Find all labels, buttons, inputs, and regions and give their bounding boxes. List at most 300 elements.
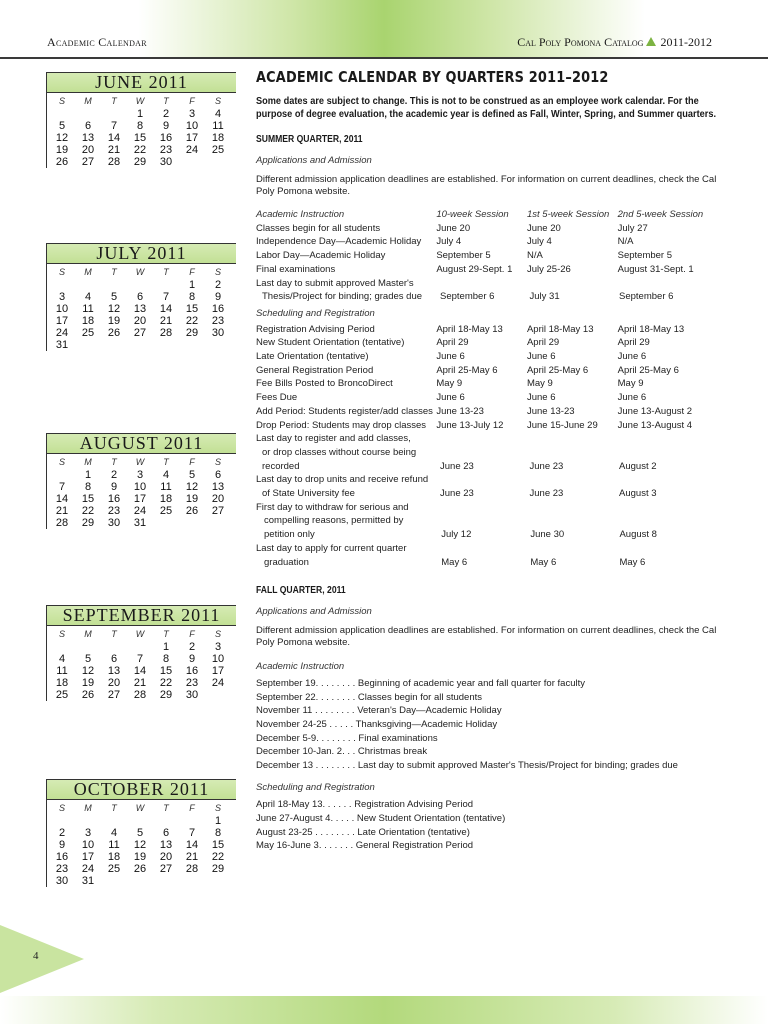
weekday-label: T bbox=[163, 629, 169, 639]
calendar-day bbox=[127, 339, 153, 351]
row-date: August 31-Sept. 1 bbox=[617, 263, 694, 275]
calendar-grid bbox=[47, 93, 236, 168]
calendar-day bbox=[127, 279, 153, 291]
row-date bbox=[436, 501, 527, 515]
table-row bbox=[256, 542, 726, 556]
table-row bbox=[256, 336, 726, 350]
calendar-day: 11 bbox=[160, 481, 172, 493]
calendar-day: 24 bbox=[81, 863, 95, 875]
calendar-day: 1 bbox=[136, 108, 144, 120]
row-date bbox=[527, 501, 618, 515]
row-date bbox=[619, 446, 726, 460]
calendar-5 bbox=[46, 779, 236, 887]
col-header-instruction: Academic Instruction bbox=[256, 209, 345, 220]
calendar-day: 1 bbox=[214, 815, 222, 827]
calendar-day bbox=[127, 641, 153, 653]
calendar-month-title: OCTOBER 2011 bbox=[47, 780, 236, 800]
row-date: May 9 bbox=[617, 378, 644, 390]
weekday-label: W bbox=[135, 267, 145, 277]
weekday-label: T bbox=[111, 267, 117, 277]
weekday-label: T bbox=[163, 803, 169, 813]
row-label: General Registration Period bbox=[256, 364, 374, 376]
calendar-day: 3 bbox=[58, 291, 66, 303]
instruction-rows bbox=[256, 222, 726, 304]
calendar-day: 7 bbox=[110, 120, 118, 132]
calendar-day: 14 bbox=[133, 665, 147, 677]
row-date: September 5 bbox=[617, 250, 673, 262]
table-row bbox=[256, 528, 726, 542]
calendar-day: 28 bbox=[185, 863, 199, 875]
calendar-day: 15 bbox=[133, 132, 147, 144]
row-date bbox=[618, 473, 726, 487]
calendar-day: 5 bbox=[110, 291, 118, 303]
running-head-right bbox=[517, 35, 712, 50]
weekday-label: S bbox=[58, 267, 65, 277]
calendar-day: 15 bbox=[185, 303, 199, 315]
calendar-day: 24 bbox=[133, 505, 147, 517]
row-label: Add Period: Students register/add classes bbox=[256, 405, 433, 417]
row-date: N/A bbox=[617, 236, 634, 248]
calendar-day: 6 bbox=[110, 653, 118, 665]
weekday-label: T bbox=[163, 267, 169, 277]
row-date: April 29 bbox=[617, 337, 650, 349]
row-label: Registration Advising Period bbox=[256, 323, 375, 335]
calendar-day bbox=[179, 815, 205, 827]
calendar-day bbox=[101, 108, 127, 120]
calendar-day: 16 bbox=[185, 665, 199, 677]
list-item: December 5-9. . . . . . . . Final examinations bbox=[256, 732, 438, 744]
calendar-day: 15 bbox=[81, 493, 95, 505]
row-label: Last day to register and add classes, bbox=[256, 433, 411, 445]
calendar-day: 31 bbox=[133, 517, 147, 529]
calendar-day: 6 bbox=[214, 469, 222, 481]
row-date: June 13-23 bbox=[436, 405, 484, 417]
calendar-day: 10 bbox=[133, 481, 147, 493]
weekday-label: M bbox=[84, 803, 92, 813]
row-date: June 6 bbox=[617, 351, 647, 363]
calendar-month-title: AUGUST 2011 bbox=[47, 434, 236, 454]
calendar-day: 22 bbox=[185, 315, 199, 327]
col-header-10-week: 10-week Session bbox=[436, 209, 509, 220]
row-date: July 4 bbox=[436, 236, 462, 248]
row-date: June 23 bbox=[440, 488, 474, 500]
calendar-day: 9 bbox=[110, 481, 118, 493]
calendar-day: 16 bbox=[55, 851, 69, 863]
row-date: May 6 bbox=[441, 556, 468, 568]
calendar-day: 25 bbox=[211, 144, 225, 156]
calendar-day: 22 bbox=[133, 144, 147, 156]
calendar-day: 23 bbox=[211, 315, 225, 327]
calendar-day: 11 bbox=[56, 665, 68, 677]
calendar-day: 31 bbox=[55, 339, 69, 351]
calendar-3 bbox=[46, 433, 236, 529]
calendar-day: 27 bbox=[159, 863, 173, 875]
weekday-label: T bbox=[111, 803, 117, 813]
row-date: June 6 bbox=[436, 351, 465, 363]
calendar-day: 12 bbox=[185, 481, 199, 493]
fall-apps-label: Applications and Admission bbox=[256, 606, 372, 618]
row-date: May 9 bbox=[526, 378, 553, 390]
calendar-day: 26 bbox=[107, 327, 121, 339]
row-label: Drop Period: Students may drop classes bbox=[256, 419, 427, 431]
row-date bbox=[436, 277, 527, 291]
calendar-day: 12 bbox=[107, 303, 121, 315]
page-number: 4 bbox=[33, 950, 39, 962]
calendar-day: 10 bbox=[211, 653, 225, 665]
row-date: June 23 bbox=[529, 488, 564, 500]
weekday-label: W bbox=[135, 629, 145, 639]
calendar-grid bbox=[47, 264, 236, 351]
weekday-label: S bbox=[214, 629, 221, 639]
table-row bbox=[256, 460, 726, 474]
summer-apps-label: Applications and Admission bbox=[256, 155, 372, 166]
calendar-day: 8 bbox=[136, 120, 144, 132]
row-date: April 25-May 6 bbox=[617, 364, 679, 376]
calendar-day: 27 bbox=[107, 689, 121, 701]
row-label: Last day to drop units and receive refund bbox=[256, 474, 429, 486]
table-row bbox=[256, 419, 726, 433]
calendar-day: 2 bbox=[214, 279, 222, 291]
row-date bbox=[441, 514, 530, 528]
row-date: July 31 bbox=[529, 291, 560, 303]
calendar-day: 12 bbox=[81, 665, 95, 677]
calendar-day: 5 bbox=[136, 827, 144, 839]
list-item: November 24-25 . . . . . Thanksgiving—Academic Holiday bbox=[256, 719, 498, 731]
calendar-day: 24 bbox=[55, 327, 69, 339]
calendar-day: 7 bbox=[136, 653, 144, 665]
table-row bbox=[256, 350, 726, 364]
row-date bbox=[530, 446, 620, 460]
row-date bbox=[530, 514, 619, 528]
calendar-day bbox=[205, 875, 231, 887]
calendar-day: 19 bbox=[133, 851, 147, 863]
weekday-label: M bbox=[84, 96, 92, 106]
table-row bbox=[256, 405, 726, 419]
fall-quarter-heading: FALL QUARTER, 2011 bbox=[256, 585, 346, 597]
weekday-label: F bbox=[189, 803, 195, 813]
calendar-day: 22 bbox=[81, 505, 95, 517]
list-item: September 19. . . . . . . . Beginning of academic year and fall quarter for faculty bbox=[256, 678, 585, 690]
calendar-day: 14 bbox=[159, 303, 173, 315]
calendar-grid bbox=[47, 454, 236, 529]
calendar-day bbox=[49, 641, 75, 653]
calendar-day: 21 bbox=[107, 144, 121, 156]
calendar-day: 18 bbox=[81, 315, 95, 327]
calendar-day: 16 bbox=[159, 132, 173, 144]
footer-triangle bbox=[0, 925, 84, 993]
weekday-label: S bbox=[58, 96, 65, 106]
calendar-month-title: SEPTEMBER 2011 bbox=[47, 606, 236, 626]
calendar-day: 13 bbox=[159, 839, 173, 851]
calendar-day: 20 bbox=[81, 144, 95, 156]
calendar-day: 26 bbox=[55, 156, 69, 168]
calendar-day: 30 bbox=[211, 327, 225, 339]
calendar-day bbox=[101, 339, 127, 351]
row-label: of State University fee bbox=[262, 488, 355, 500]
weekday-label: S bbox=[214, 267, 221, 277]
row-label: or drop classes without course being bbox=[262, 446, 417, 458]
calendar-day: 11 bbox=[108, 839, 120, 851]
table-row bbox=[256, 391, 726, 405]
table-row bbox=[256, 222, 726, 236]
calendar-day: 9 bbox=[188, 653, 196, 665]
weekday-label: T bbox=[163, 96, 169, 106]
calendar-day: 13 bbox=[133, 303, 147, 315]
calendar-day: 27 bbox=[133, 327, 147, 339]
calendar-day bbox=[49, 469, 75, 481]
row-date bbox=[436, 473, 527, 487]
calendar-day: 18 bbox=[107, 851, 121, 863]
row-date: June 13-July 12 bbox=[436, 419, 504, 431]
calendar-day: 17 bbox=[133, 493, 147, 505]
calendar-day: 7 bbox=[188, 827, 196, 839]
calendar-day: 21 bbox=[185, 851, 199, 863]
calendar-day: 3 bbox=[214, 641, 222, 653]
calendar-day bbox=[179, 339, 205, 351]
calendar-day: 4 bbox=[162, 469, 170, 481]
calendar-day: 29 bbox=[185, 327, 199, 339]
calendar-day: 29 bbox=[81, 517, 95, 529]
row-date bbox=[618, 501, 726, 515]
weekday-label: F bbox=[189, 267, 195, 277]
calendar-day: 21 bbox=[55, 505, 69, 517]
calendar-day: 5 bbox=[188, 469, 196, 481]
main-content bbox=[256, 68, 726, 853]
calendar-day: 30 bbox=[107, 517, 121, 529]
table-header-row bbox=[256, 208, 726, 222]
row-date: April 29 bbox=[526, 337, 560, 349]
calendar-day: 25 bbox=[159, 505, 173, 517]
scheduling-rows bbox=[256, 323, 726, 570]
calendar-month-title: JUNE 2011 bbox=[47, 73, 236, 93]
calendar-day bbox=[153, 339, 179, 351]
calendar-day bbox=[49, 108, 75, 120]
calendar-day: 27 bbox=[81, 156, 95, 168]
calendar-day: 10 bbox=[185, 120, 199, 132]
row-date bbox=[618, 432, 726, 446]
catalog-name: Cal Poly Pomona Catalog bbox=[517, 35, 644, 49]
calendar-month-title: JULY 2011 bbox=[47, 244, 236, 264]
row-date: May 6 bbox=[619, 556, 646, 568]
calendar-day: 3 bbox=[84, 827, 92, 839]
row-date: April 18-May 13 bbox=[617, 323, 685, 335]
calendar-day bbox=[153, 279, 179, 291]
summer-sched-label: Scheduling and Registration bbox=[256, 307, 375, 319]
calendar-day: 3 bbox=[188, 108, 196, 120]
calendar-day: 28 bbox=[133, 689, 147, 701]
table-row bbox=[256, 514, 726, 528]
calendar-day bbox=[179, 517, 205, 529]
row-date bbox=[619, 514, 726, 528]
row-date bbox=[436, 542, 527, 556]
row-date bbox=[436, 432, 527, 446]
calendar-day: 1 bbox=[188, 279, 196, 291]
row-date: September 5 bbox=[436, 250, 491, 262]
row-label: New Student Orientation (tentative) bbox=[256, 337, 405, 349]
triangle-icon bbox=[646, 37, 656, 46]
calendar-day: 23 bbox=[185, 677, 199, 689]
calendar-day: 7 bbox=[58, 481, 66, 493]
summer-schedule-table bbox=[256, 208, 726, 569]
weekday-label: T bbox=[111, 629, 117, 639]
calendar-grid bbox=[47, 626, 236, 701]
list-item: November 11 . . . . . . . . Veteran's Day—Academic Holiday bbox=[256, 705, 502, 717]
calendar-day: 2 bbox=[162, 108, 170, 120]
weekday-label: T bbox=[111, 96, 117, 106]
calendar-day: 12 bbox=[133, 839, 147, 851]
col-header-1st-5-week: 1st 5-week Session bbox=[526, 209, 610, 220]
calendar-day: 4 bbox=[84, 291, 92, 303]
row-label: Classes begin for all students bbox=[256, 222, 381, 234]
calendar-day: 20 bbox=[211, 493, 225, 505]
calendar-day: 13 bbox=[81, 132, 95, 144]
calendar-day bbox=[101, 875, 127, 887]
row-label: Labor Day—Academic Holiday bbox=[256, 250, 386, 262]
list-item: August 23-25 . . . . . . . . Late Orientation (tentative) bbox=[256, 826, 470, 838]
calendar-day: 21 bbox=[133, 677, 147, 689]
calendar-day: 19 bbox=[185, 493, 199, 505]
table-row bbox=[256, 290, 726, 304]
weekday-label: S bbox=[58, 457, 65, 467]
calendar-day: 12 bbox=[55, 132, 69, 144]
calendar-day: 23 bbox=[159, 144, 173, 156]
table-row bbox=[256, 277, 726, 291]
calendar-2 bbox=[46, 243, 236, 351]
calendar-day: 17 bbox=[55, 315, 69, 327]
calendar-day: 10 bbox=[55, 303, 69, 315]
calendar-day bbox=[205, 156, 231, 168]
row-label: Final examinations bbox=[256, 263, 336, 275]
weekday-label: W bbox=[135, 96, 145, 106]
intro-note: Some dates are subject to change. This is not to be construed as an employee work calendar. For the purpose of degree evaluation, the academic year is defined as Fall, Winter, Spring, and Summer quarters. bbox=[256, 96, 717, 120]
row-date: July 27 bbox=[617, 222, 648, 234]
calendar-day: 15 bbox=[159, 665, 173, 677]
row-date: June 6 bbox=[526, 392, 556, 404]
row-label: Fee Bills Posted to BroncoDirect bbox=[256, 378, 393, 390]
weekday-label: T bbox=[163, 457, 169, 467]
calendar-day bbox=[179, 875, 205, 887]
row-date bbox=[527, 277, 618, 291]
calendar-day: 10 bbox=[81, 839, 95, 851]
calendar-day: 25 bbox=[107, 863, 121, 875]
calendar-day: 23 bbox=[107, 505, 121, 517]
row-label: Late Orientation (tentative) bbox=[256, 351, 369, 363]
calendar-day: 29 bbox=[159, 689, 173, 701]
fall-instruction-list bbox=[256, 677, 726, 772]
calendar-day: 8 bbox=[214, 827, 222, 839]
row-label: compelling reasons, permitted by bbox=[264, 515, 404, 527]
calendar-day bbox=[75, 108, 101, 120]
calendar-day: 14 bbox=[55, 493, 69, 505]
row-label: Last day to submit approved Master's bbox=[256, 277, 414, 289]
calendar-day: 26 bbox=[81, 689, 95, 701]
table-row bbox=[256, 323, 726, 337]
weekday-label: S bbox=[58, 629, 65, 639]
row-date: June 20 bbox=[526, 222, 561, 234]
weekday-label: W bbox=[135, 457, 145, 467]
calendar-day: 20 bbox=[159, 851, 173, 863]
calendar-day: 25 bbox=[81, 327, 95, 339]
calendar-day: 24 bbox=[211, 677, 225, 689]
calendar-day bbox=[205, 689, 231, 701]
row-date: August 29-Sept. 1 bbox=[436, 263, 513, 275]
calendar-day: 14 bbox=[185, 839, 199, 851]
header-rule bbox=[0, 57, 768, 59]
calendar-day: 30 bbox=[55, 875, 69, 887]
calendar-day bbox=[127, 815, 153, 827]
row-date: August 3 bbox=[619, 488, 657, 500]
row-date: July 12 bbox=[441, 529, 472, 541]
calendar-day bbox=[127, 875, 153, 887]
calendar-day: 29 bbox=[133, 156, 147, 168]
calendar-day bbox=[179, 156, 205, 168]
list-item: December 10-Jan. 2. . . Christmas break bbox=[256, 746, 428, 758]
calendar-day bbox=[153, 815, 179, 827]
calendar-day: 8 bbox=[162, 653, 170, 665]
calendar-day bbox=[205, 517, 231, 529]
row-date: June 15-June 29 bbox=[526, 419, 598, 431]
calendar-day bbox=[101, 815, 127, 827]
calendar-day: 28 bbox=[55, 517, 69, 529]
calendar-day bbox=[205, 339, 231, 351]
calendar-day: 30 bbox=[159, 156, 173, 168]
table-row bbox=[256, 249, 726, 263]
row-label: Last day to apply for current quarter bbox=[256, 542, 407, 554]
row-date: N/A bbox=[526, 250, 543, 262]
summer-quarter-heading: SUMMER QUARTER, 2011 bbox=[256, 134, 363, 145]
row-label: Thesis/Project for binding; grades due bbox=[262, 291, 423, 303]
calendar-day bbox=[101, 279, 127, 291]
row-label: Fees Due bbox=[256, 392, 298, 404]
list-item: May 16-June 3. . . . . . . General Registration Period bbox=[256, 840, 474, 852]
row-date: July 25-26 bbox=[526, 263, 571, 275]
weekday-label: M bbox=[84, 629, 92, 639]
weekday-label: S bbox=[214, 457, 221, 467]
row-date bbox=[440, 446, 530, 460]
calendar-day: 17 bbox=[185, 132, 199, 144]
list-item: April 18-May 13. . . . . . Registration Advising Period bbox=[256, 799, 474, 811]
fall-instruction-label: Academic Instruction bbox=[256, 661, 345, 673]
list-item: December 13 . . . . . . . . Last day to submit approved Master's Thesis/Project for binding; grades due bbox=[256, 759, 678, 771]
calendar-day: 24 bbox=[185, 144, 199, 156]
table-row bbox=[256, 364, 726, 378]
fall-apps-text: Different admission application deadlines are established. For information on current deadlines, check the Cal Poly Pomona website. bbox=[256, 625, 717, 649]
row-date bbox=[618, 542, 726, 556]
row-date bbox=[527, 432, 618, 446]
calendar-day bbox=[49, 279, 75, 291]
row-label: First day to withdraw for serious and bbox=[256, 501, 409, 513]
calendar-day bbox=[75, 279, 101, 291]
row-label: graduation bbox=[264, 556, 309, 568]
row-date: June 6 bbox=[617, 392, 647, 404]
calendar-day: 1 bbox=[84, 469, 92, 481]
calendar-day: 20 bbox=[133, 315, 147, 327]
calendar-day bbox=[75, 339, 101, 351]
row-date: June 20 bbox=[436, 222, 471, 234]
calendar-day: 13 bbox=[211, 481, 225, 493]
col-header-2nd-5-week: 2nd 5-week Session bbox=[617, 209, 704, 220]
row-date: April 25-May 6 bbox=[526, 364, 589, 376]
summer-apps-text: Different admission application deadlines are established. For information on current deadlines, check the Cal Poly Pomona website. bbox=[256, 174, 717, 197]
footer-band bbox=[0, 996, 768, 1024]
calendar-day: 13 bbox=[107, 665, 121, 677]
row-date: April 18-May 13 bbox=[436, 323, 503, 335]
table-row bbox=[256, 446, 726, 460]
row-date: June 13-August 4 bbox=[617, 419, 693, 431]
row-label: petition only bbox=[264, 529, 315, 541]
calendar-day: 17 bbox=[211, 665, 225, 677]
catalog-year: 2011-2012 bbox=[660, 35, 712, 49]
